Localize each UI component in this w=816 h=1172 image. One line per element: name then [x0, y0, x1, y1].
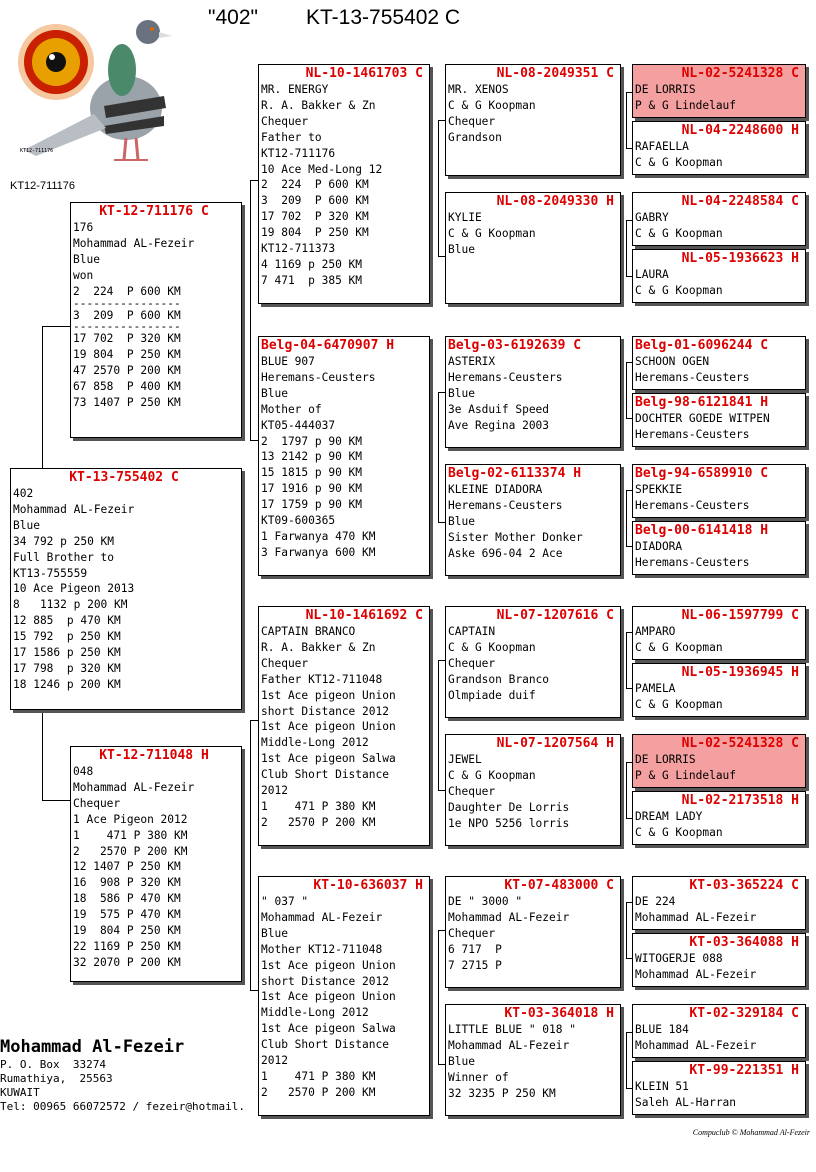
info-line: BLUE 184	[635, 1023, 689, 1036]
info-line: WITOGERJE 088	[635, 952, 723, 965]
info-line: DE LORRIS	[635, 753, 696, 766]
ancestor-card	[445, 734, 621, 846]
info-line: 1st Ace pigeon Union	[261, 990, 396, 1004]
info-line: Mohammad AL-Fezeir	[448, 910, 570, 924]
info-line: Grandson Branco	[448, 672, 550, 686]
info-line: DE " 3000 "	[448, 895, 523, 908]
info-line: DOCHTER GOEDE WITPEN	[635, 412, 770, 425]
info-line: 17 1759 p 90 KM	[261, 498, 363, 512]
ring-number: Belg-94-6589910 C	[635, 466, 769, 481]
owner-line: P. O. Box 33274	[0, 1058, 106, 1071]
info-line: 2 2570 P 200 KM	[261, 815, 376, 829]
info-line: 3 Farwanya 600 KM	[261, 545, 376, 559]
info-line: 15 1815 p 90 KM	[261, 466, 363, 480]
info-line: 1 471 P 380 KM	[261, 1069, 376, 1083]
owner-line: Tel: 00965 66072572 / fezeir@hotmail.	[0, 1100, 246, 1113]
ring-number: Belg-02-6113374 H	[448, 466, 582, 481]
info-line: 13 2142 p 90 KM	[261, 450, 363, 464]
ring-number: NL-07-1207564 H	[496, 736, 614, 751]
info-line: PAMELA	[635, 682, 676, 695]
info-line: Chequer	[73, 796, 121, 810]
ancestor-card	[632, 1004, 806, 1058]
info-line: C & G Koopman	[635, 283, 723, 297]
info-line: 15 792 p 250 KM	[13, 630, 121, 644]
ancestor-card	[632, 121, 806, 175]
info-line: 16 908 P 320 KM	[73, 876, 181, 890]
info-line: 7 471 p 385 KM	[261, 273, 363, 287]
ring-number: KT-03-365224 C	[689, 878, 799, 893]
info-line: 17 1586 p 250 KM	[13, 646, 121, 660]
info-line: 17 702 P 320 KM	[73, 332, 181, 346]
ring-number: NL-10-1461703 C	[305, 66, 423, 81]
info-line: DREAM LADY	[635, 810, 703, 823]
info-line: C & G Koopman	[448, 226, 536, 240]
ring-number: Belg-00-6141418 H	[635, 523, 769, 538]
info-line: Blue	[261, 386, 288, 400]
info-line: 2 224 P 600 KM	[73, 284, 181, 298]
info-line: 12 1407 P 250 KM	[73, 860, 181, 874]
ring-number: NL-04-2248600 H	[681, 123, 799, 138]
pigeon-name: "402"	[208, 6, 258, 29]
info-line: KT12-711373	[261, 242, 336, 256]
info-line: Blue	[448, 1054, 475, 1068]
info-line: 2012	[261, 784, 288, 798]
info-line: KLEIN 51	[635, 1080, 689, 1093]
info-line: 1 Ace Pigeon 2012	[73, 812, 188, 826]
info-line: Blue	[13, 518, 40, 532]
ring-number: KT-12-711176 C	[99, 204, 209, 219]
info-line: RAFAELLA	[635, 140, 689, 153]
info-line: 7 2715 P	[448, 958, 502, 972]
ring-number: KT-99-221351 H	[689, 1063, 799, 1078]
info-line: 4 1169 p 250 KM	[261, 257, 363, 271]
sire-card	[70, 202, 242, 438]
ring-number: NL-05-1936623 H	[681, 251, 799, 266]
info-line: 17 798 p 320 KM	[13, 661, 121, 675]
info-line: 1 471 P 380 KM	[73, 828, 188, 842]
dam-card	[70, 746, 242, 982]
info-line: Blue	[448, 242, 475, 256]
info-line: Blue	[448, 386, 475, 400]
info-line: Mohammad AL-Fezeir	[261, 910, 383, 924]
info-line: Chequer	[448, 926, 496, 940]
ring-number: Belg-04-6470907 H	[261, 338, 395, 353]
ring-number: NL-02-5241328 C	[681, 736, 799, 751]
info-line: 048	[73, 765, 94, 778]
info-line: 17 702 P 320 KM	[261, 210, 369, 224]
owner-info	[0, 1036, 260, 1114]
info-line: 19 804 P 250 KM	[73, 348, 181, 362]
info-line: 3 209 P 600 KM	[73, 308, 181, 322]
info-line: " 037 "	[261, 895, 309, 908]
info-line: Olmpiade duif	[448, 688, 536, 702]
info-line: 2 2570 P 200 KM	[73, 844, 188, 858]
owner-name: Mohammad Al-Fezeir	[0, 1037, 185, 1057]
info-line: Mohammad AL-Fezeir	[635, 1038, 757, 1052]
ancestor-card	[445, 192, 621, 304]
info-line: P & G Lindelauf	[635, 98, 737, 112]
info-line: Heremans-Ceusters	[448, 498, 563, 512]
info-line: Chequer	[448, 784, 496, 798]
info-line: C & G Koopman	[635, 697, 723, 711]
ring-number: NL-02-2173518 H	[681, 793, 799, 808]
photo-label: KT12-711176	[20, 148, 54, 154]
info-line: Sister Mother Donker	[448, 530, 583, 544]
info-line: 1st Ace pigeon Union	[261, 958, 396, 972]
info-line: 22 1169 P 250 KM	[73, 939, 181, 953]
info-line: Mother of	[261, 402, 322, 416]
ring-number: KT-03-364018 H	[504, 1006, 614, 1021]
info-line: DIADORA	[635, 540, 683, 553]
info-line: 1 Farwanya 470 KM	[261, 529, 376, 543]
info-line: Mohammad AL-Fezeir	[13, 502, 135, 516]
ancestor-card	[445, 606, 621, 718]
info-line: ASTERIX	[448, 355, 496, 368]
info-line: P & G Lindelauf	[635, 768, 737, 782]
info-line: 67 858 P 400 KM	[73, 380, 181, 394]
info-line: Full Brother to	[13, 550, 115, 564]
info-line: 19 575 P 470 KM	[73, 908, 181, 922]
info-line: 32 2070 P 200 KM	[73, 955, 181, 969]
info-line: C & G Koopman	[448, 98, 536, 112]
info-line: 1st Ace pigeon Union	[261, 688, 396, 702]
info-line: MR. XENOS	[448, 83, 509, 96]
ring-number: NL-05-1936945 H	[681, 665, 799, 680]
ring-number: NL-10-1461692 C	[305, 608, 423, 623]
info-line: Middle-Long 2012	[261, 736, 369, 750]
info-line: 19 804 P 250 KM	[73, 924, 181, 938]
info-line: AMPARO	[635, 625, 676, 638]
info-line: 2 1797 p 90 KM	[261, 434, 363, 448]
info-line: Mohammad AL-Fezeir	[448, 1038, 570, 1052]
ancestor-card	[632, 606, 806, 660]
info-line: Chequer	[261, 656, 309, 670]
ring-number: NL-08-2049330 H	[496, 194, 614, 209]
info-line: 18 586 P 470 KM	[73, 892, 181, 906]
ancestor-card	[445, 464, 621, 576]
info-line: R. A. Bakker & Zn	[261, 98, 376, 112]
info-line: CAPTAIN BRANCO	[261, 625, 356, 638]
info-line: Aske 696-04 2 Ace	[448, 546, 563, 560]
info-line: Mohammad AL-Fezeir	[73, 236, 195, 250]
info-line: 2 224 P 600 KM	[261, 178, 369, 192]
ancestor-card	[445, 64, 621, 176]
info-line: 34 792 p 250 KM	[13, 534, 115, 548]
info-line: C & G Koopman	[635, 226, 723, 240]
ring-number: NL-06-1597799 C	[681, 608, 799, 623]
ancestor-card	[445, 1004, 621, 1116]
ancestor-card	[445, 876, 621, 988]
ring-number: Belg-98-6121841 H	[635, 395, 769, 410]
separator: ----------------	[73, 320, 181, 334]
info-line: 18 1246 p 200 KM	[13, 677, 121, 691]
info-line: 176	[73, 221, 94, 234]
info-line: Club Short Distance	[261, 1038, 389, 1052]
info-line: C & G Koopman	[448, 640, 536, 654]
info-line: Chequer	[261, 114, 309, 128]
info-line: Mohammad AL-Fezeir	[635, 910, 757, 924]
info-line: 47 2570 P 200 KM	[73, 364, 181, 378]
info-line: Heremans-Ceusters	[635, 555, 750, 569]
info-line: won	[73, 268, 94, 282]
info-line: C & G Koopman	[448, 768, 536, 782]
info-line: 19 804 P 250 KM	[261, 226, 369, 240]
info-line: 6 717 P	[448, 942, 502, 956]
ring-number: KT-10-636037 H	[313, 878, 423, 893]
info-line: short Distance 2012	[261, 704, 389, 718]
info-line: 3e Asduif Speed	[448, 402, 550, 416]
owner-line: Rumathiya, 25563	[0, 1072, 113, 1085]
ancestor-card	[632, 464, 806, 518]
info-line: 12 885 p 470 KM	[13, 614, 121, 628]
ring-number: Belg-01-6096244 C	[635, 338, 769, 353]
info-line: Saleh AL-Harran	[635, 1095, 737, 1109]
info-line: C & G Koopman	[635, 155, 723, 169]
ancestor-card	[258, 64, 430, 304]
info-line: SPEKKIE	[635, 483, 683, 496]
info-line: Mohammad AL-Fezeir	[73, 780, 195, 794]
ancestor-card	[632, 521, 806, 575]
info-line: 402	[13, 487, 34, 500]
ring-number: KT-02-329184 C	[689, 1006, 799, 1021]
info-line: 8 1132 p 200 KM	[13, 598, 128, 612]
info-line: Heremans-Ceusters	[635, 370, 750, 384]
info-line: Blue	[261, 926, 288, 940]
info-line: 10 Ace Pigeon 2013	[13, 582, 135, 596]
ancestor-card	[632, 64, 806, 118]
owner-line: KUWAIT	[0, 1086, 40, 1099]
info-line: Mother KT12-711048	[261, 942, 383, 956]
ring-number: KT-12-711048 H	[99, 748, 209, 763]
info-line: C & G Koopman	[635, 640, 723, 654]
info-line: KT13-755559	[13, 566, 88, 580]
ancestor-card	[632, 336, 806, 390]
ring-number: KT-13-755402 C	[69, 470, 179, 485]
footer-credit: Compuclub © Mohammad Al-Fezeir	[692, 1128, 810, 1137]
info-line: Father to	[261, 130, 322, 144]
separator: ----------------	[73, 296, 181, 310]
info-line: KYLIE	[448, 211, 482, 224]
info-line: SCHOON OGEN	[635, 355, 710, 368]
info-line: Grandson	[448, 130, 502, 144]
info-line: JEWEL	[448, 753, 482, 766]
info-line: Ave Regina 2003	[448, 418, 550, 432]
info-line: Mohammad AL-Fezeir	[635, 967, 757, 981]
ancestor-card	[258, 606, 430, 846]
ancestor-card	[632, 734, 806, 788]
info-line: Father KT12-711048	[261, 672, 383, 686]
info-line: 1st Ace pigeon Union	[261, 720, 396, 734]
ancestor-card	[258, 876, 430, 1116]
info-line: LITTLE BLUE " 018 "	[448, 1023, 576, 1036]
ancestor-card	[632, 791, 806, 845]
info-line: 10 Ace Med-Long 12	[261, 162, 383, 176]
info-line: CAPTAIN	[448, 625, 496, 638]
info-line: Heremans-Ceusters	[261, 370, 376, 384]
ancestor-card	[632, 876, 806, 930]
info-line: Winner of	[448, 1070, 509, 1084]
ancestor-card	[632, 663, 806, 717]
info-line: Daughter De Lorris	[448, 800, 570, 814]
info-line: 1e NPO 5256 lorris	[448, 816, 570, 830]
ring-number: NL-02-5241328 C	[681, 66, 799, 81]
ancestor-card	[632, 249, 806, 303]
info-line: 17 1916 p 90 KM	[261, 482, 363, 496]
info-line: Club Short Distance	[261, 768, 389, 782]
ancestor-card	[632, 192, 806, 246]
info-line: Chequer	[448, 656, 496, 670]
info-line: KT09-600365	[261, 514, 336, 528]
info-line: C & G Koopman	[635, 825, 723, 839]
ring-number: KT-07-483000 C	[504, 878, 614, 893]
info-line: 73 1407 P 250 KM	[73, 396, 181, 410]
info-line: Heremans-Ceusters	[448, 370, 563, 384]
info-line: 1 471 P 380 KM	[261, 799, 376, 813]
info-line: Heremans-Ceusters	[635, 427, 750, 441]
info-line: 32 3235 P 250 KM	[448, 1086, 556, 1100]
ring-number: NL-07-1207616 C	[496, 608, 614, 623]
logo	[14, 10, 174, 170]
info-line: 1st Ace pigeon Salwa	[261, 1022, 396, 1036]
info-line: 2 2570 P 200 KM	[261, 1085, 376, 1099]
info-line: short Distance 2012	[261, 974, 389, 988]
ancestor-card	[258, 336, 430, 576]
info-line: Blue	[73, 252, 100, 266]
info-line: DE LORRIS	[635, 83, 696, 96]
info-line: Chequer	[448, 114, 496, 128]
ring-number: KT-03-364088 H	[689, 935, 799, 950]
pigeon-ring: KT-13-755402 C	[306, 6, 461, 29]
ring-number: Belg-03-6192639 C	[448, 338, 582, 353]
ring-number: NL-08-2049351 C	[496, 66, 614, 81]
info-line: GABRY	[635, 211, 669, 224]
info-line: KT05-444037	[261, 418, 336, 432]
ancestor-card	[445, 336, 621, 448]
info-line: 3 209 P 600 KM	[261, 194, 369, 208]
info-line: MR. ENERGY	[261, 83, 329, 96]
ring-number: NL-04-2248584 C	[681, 194, 799, 209]
info-line: Heremans-Ceusters	[635, 498, 750, 512]
logo-caption: KT12-711176	[10, 180, 76, 192]
info-line: Middle-Long 2012	[261, 1006, 369, 1020]
ancestor-card	[632, 933, 806, 987]
info-line: KLEINE DIADORA	[448, 483, 543, 496]
info-line: DE 224	[635, 895, 676, 908]
info-line: LAURA	[635, 268, 669, 281]
info-line: R. A. Bakker & Zn	[261, 640, 376, 654]
info-line: 1st Ace pigeon Salwa	[261, 752, 396, 766]
info-line: KT12-711176	[261, 146, 336, 160]
ancestor-card	[632, 393, 806, 447]
pigeon-eye-icon	[18, 24, 94, 100]
info-line: BLUE 907	[261, 355, 315, 368]
subject-card	[10, 468, 242, 710]
ancestor-card	[632, 1061, 806, 1115]
info-line: Blue	[448, 514, 475, 528]
info-line: 2012	[261, 1054, 288, 1068]
